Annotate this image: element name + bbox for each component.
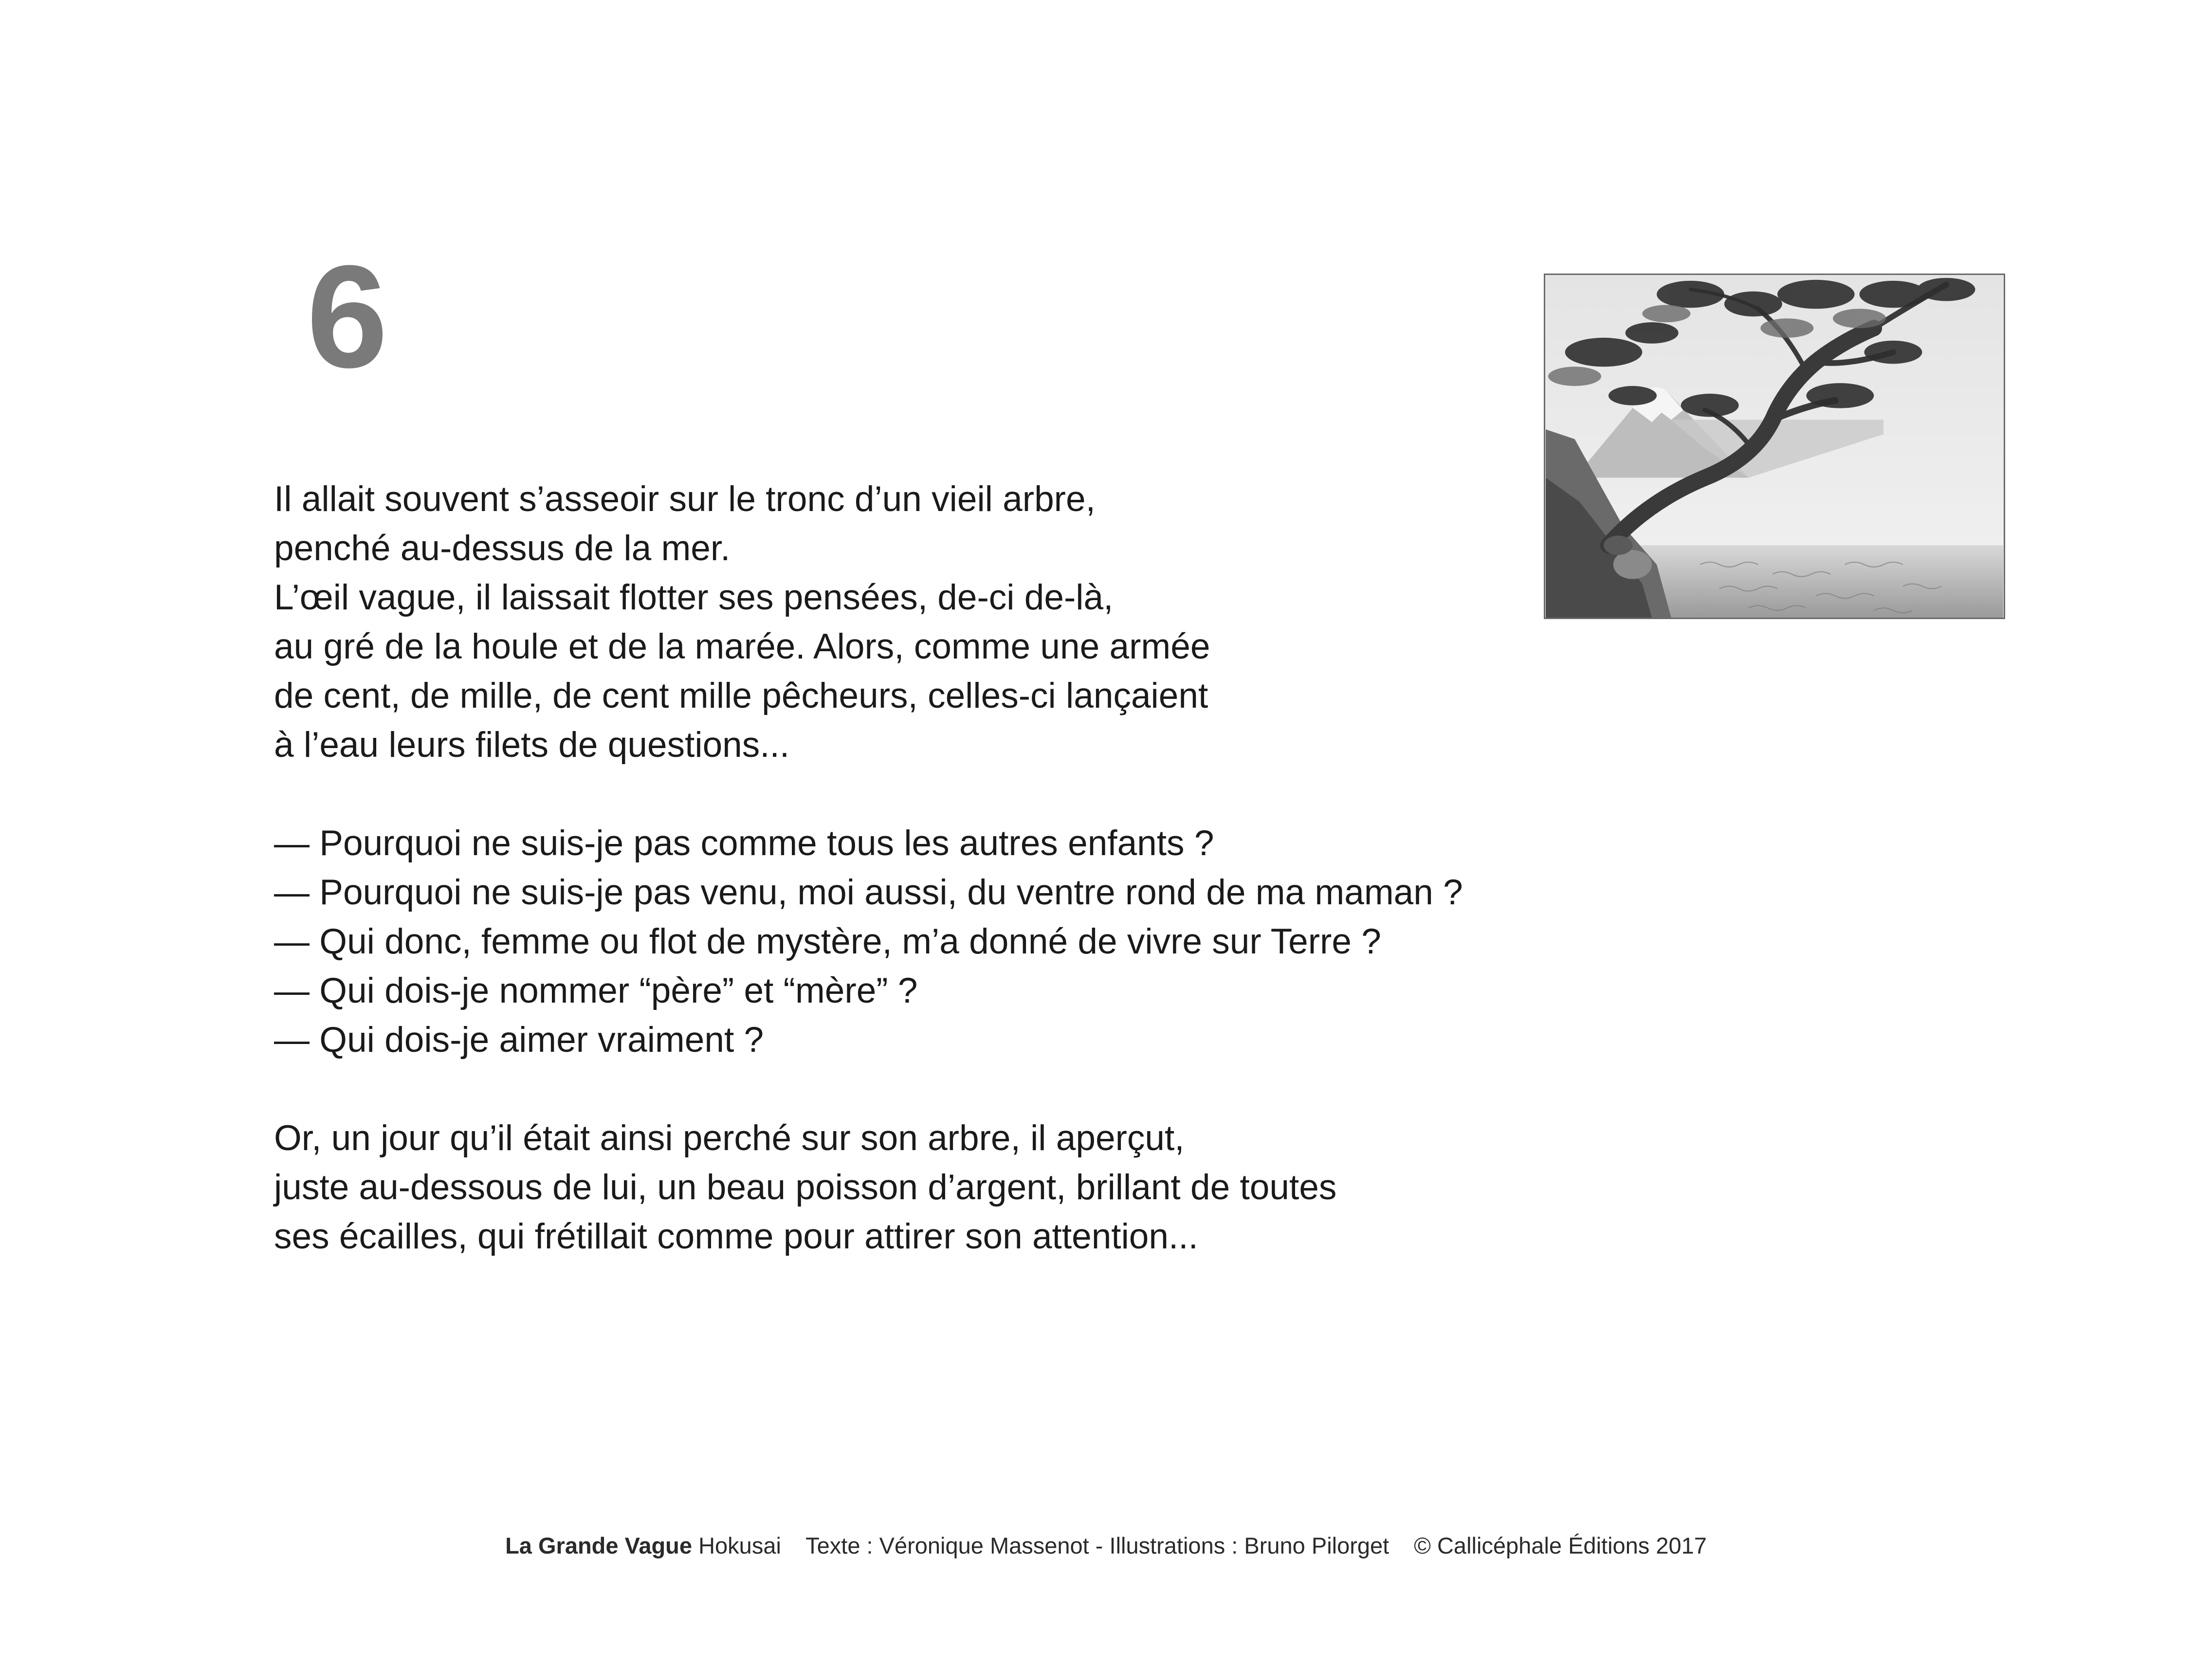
footer-artist: Hokusai bbox=[698, 1533, 781, 1558]
footer-book-title: La Grande Vague bbox=[505, 1533, 693, 1558]
text-line: à l’eau leurs filets de questions... bbox=[274, 725, 790, 765]
paragraph-fish bbox=[274, 1114, 1783, 1261]
page-number: 6 bbox=[307, 235, 386, 398]
footer-credits bbox=[0, 1532, 2212, 1559]
text-line: — Qui dois-je aimer vraiment ? bbox=[274, 1020, 764, 1060]
text-line: de cent, de mille, de cent mille pêcheurs, celles-ci lançaient bbox=[274, 676, 1208, 715]
text-line: Il allait souvent s’asseoir sur le tronc d’un vieil arbre, bbox=[274, 479, 1096, 519]
text-line: — Qui dois-je nommer “père” et “mère” ? bbox=[274, 971, 918, 1010]
text-line: ses écailles, qui frétillait comme pour attirer son attention... bbox=[274, 1217, 1198, 1256]
text-line: — Pourquoi ne suis-je pas venu, moi aussi, du ventre rond de ma maman ? bbox=[274, 873, 1463, 912]
text-line: — Qui donc, femme ou flot de mystère, m’a donné de vivre sur Terre ? bbox=[274, 922, 1381, 961]
text-line: penché au-dessus de la mer. bbox=[274, 529, 731, 568]
text-line: Or, un jour qu’il était ainsi perché sur son arbre, il aperçut, bbox=[274, 1118, 1185, 1158]
text-line: L’œil vague, il laissait flotter ses pensées, de-ci de-là, bbox=[274, 578, 1114, 617]
footer-copyright: © Callicéphale Éditions 2017 bbox=[1414, 1533, 1707, 1558]
text-line: — Pourquoi ne suis-je pas comme tous les autres enfants ? bbox=[274, 824, 1214, 863]
paragraph-questions bbox=[274, 819, 1783, 1064]
footer-credits-text: Texte : Véronique Massenot - Illustrations : Bruno Pilorget bbox=[805, 1533, 1389, 1558]
story-text bbox=[274, 475, 1783, 1310]
text-line: juste au-dessous de lui, un beau poisson d’argent, brillant de toutes bbox=[274, 1168, 1337, 1207]
paragraph-narration bbox=[274, 475, 1783, 769]
text-line: au gré de la houle et de la marée. Alors, comme une armée bbox=[274, 627, 1210, 666]
